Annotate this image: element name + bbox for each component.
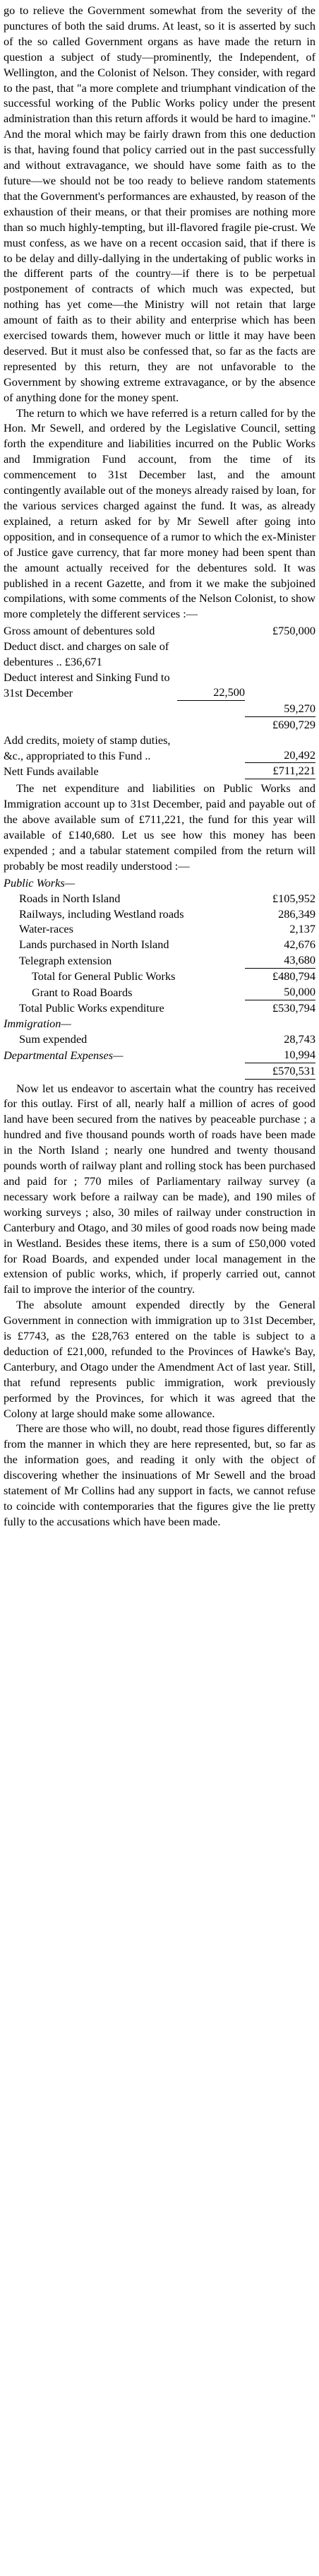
- works-row: [4, 1047, 315, 1063]
- funds-row: [4, 670, 315, 701]
- section-heading: Immigration—: [4, 1016, 71, 1030]
- funds-row: [4, 623, 315, 639]
- grand-total: £570,531: [245, 1063, 315, 1080]
- row-label: Add credits, moiety of stamp duties, &c., appropriated to this Fund ..: [4, 733, 171, 762]
- article-paragraph-3: The net expenditure and liabilities on Public Works and Immigration account up to 31st December, paid and payable out of the above available sum of £711,221, the fund for this year will available of £140,680. Let us see how this money has been expended ; and a tabular statement compiled from the return will probably be most readily understood :—: [4, 781, 315, 873]
- article-paragraph-4: Now let us endeavor to ascertain what the country has received for this outlay. First of all, nearly half a million of acres of good land have been secured from the natives by peaceable purchase ; a hundred and five thousand pounds worth of roads have been made in the North Island ; nearly one hundred and twenty thousand pounds worth of railway plant and rolling stock has been purchased and paid for ; 770 miles of Parliamentary railway survey (a necessary work before a railway can be made), and 190 miles of working surveys ; also, 30 miles of railway under construction in Canterbury and Otago, and 30 miles of good roads now being made in Westland. Besides these items, there is a sum of £50,000 voted for Road Boards, and expended under local management in the extension of public works, which, if properly carried out, cannot fail to improve the interior of the country.: [4, 1081, 315, 1296]
- row-label: Roads in North Island: [19, 891, 121, 905]
- row-total: 59,270: [245, 701, 315, 717]
- section-heading: Public Works—: [4, 875, 76, 890]
- works-row: [4, 906, 315, 922]
- row-label: Deduct disct. and charges on sale of debentures .. £36,671: [4, 639, 169, 669]
- row-label: Gross amount of debentures sold: [4, 624, 155, 638]
- row-label: Lands purchased in North Island: [19, 938, 169, 952]
- row-total: £480,794: [272, 969, 315, 983]
- funds-row: [4, 763, 315, 779]
- funds-row: [4, 733, 315, 764]
- row-total: £530,794: [272, 1001, 315, 1015]
- row-total: 286,349: [278, 906, 315, 921]
- row-label: Total Public Works expenditure: [19, 1001, 164, 1015]
- row-label: Sum expended: [19, 1032, 88, 1046]
- row-label: Deduct interest and Sinking Fund to 31st December: [4, 670, 170, 699]
- article-paragraph-2: The return to which we have referred is a return called for by the Hon. Mr Sewell, and ordered by the Legislative Council, setting forth the expenditure and liabilities incurred on the Public Works and Immigration Fund account, from the time of its commencement to 31st December last, and the amount contingently available out of the moneys already raised by loan, for the various services charged against the fund. It was, as already explained, a return asked for by Mr Sewell after going into opposition, and in consequence of a rumor to which the ex-Minister of Justice gave currency, that far more money had been spent than the amount actually received for the debentures sold. It was published in a recent Gazette, and from it we make the subjoined compilations, with some comments of the Nelson Colonist, to show more completely the different services :—: [4, 406, 315, 621]
- works-row: [4, 1000, 315, 1016]
- row-total: 43,680: [245, 952, 315, 969]
- funds-row: [4, 717, 315, 733]
- row-label: Grant to Road Boards: [32, 986, 133, 1000]
- row-total: 28,743: [284, 1032, 315, 1046]
- row-label: Nett Funds available: [4, 764, 99, 779]
- works-row: [4, 1032, 315, 1047]
- row-total: 20,492: [245, 748, 315, 764]
- row-label: Telegraph extension: [19, 954, 112, 968]
- works-row: [4, 921, 315, 937]
- funds-row: [4, 701, 315, 717]
- row-value: 22,500: [177, 685, 245, 701]
- row-total: 50,000: [245, 984, 315, 1000]
- row-total: £711,221: [245, 763, 315, 779]
- funds-table: [4, 623, 315, 779]
- works-table: [4, 875, 315, 1080]
- works-row: [4, 1063, 315, 1080]
- works-row: [4, 984, 315, 1000]
- article-paragraph-1: go to relieve the Government somewhat from the severity of the punctures of both the said drums. At least, so it is asserted by such of the so called Government organs as have made the return in question a subject of study—prominently, the Independent, of Wellington, and the Colonist of Nelson. They consider, with regard to the past, that "a more complete and triumphant vindication of the successful working of the Public Works policy under the present administration than this return affords it would be hard to imagine." And the moral which may be fairly drawn from this one deduction is that, having found that policy carried out in the past successfully and without extravagance, we should have some faith as to the future—we should not be too ready to believe random statements that the Government's performances are exhausted, by reason of the exhaustion of their means, or that their promises are nothing more than so much highly-tempting, but ill-flavored fragile pie-crust. We must confess, as we have on a recent occasion said, that if there is to be delay and dilly-dallying in the undertaking of public works in the different parts of the country—if there is to be perpetual postponement of contracts of which much was expected, but nothing has yet come—the Ministry will not retain that large amount of faith as to their ability and enterprise which has been exercised towards them, however much or little it may have been deserved. But it must also be confessed that, so far as the facts are represented by this return, they are not unfavorable to the Government by showing extreme extravagance, or by the absence of anything done for the money spent.: [4, 4, 315, 404]
- row-total: £750,000: [272, 624, 315, 638]
- row-label: Water-races: [19, 922, 73, 936]
- works-row: [4, 969, 315, 984]
- row-label: Railways, including Westland roads: [19, 906, 184, 921]
- row-total: £690,729: [272, 717, 315, 731]
- row-label: Total for General Public Works: [32, 969, 176, 983]
- article-paragraph-5: The absolute amount expended directly by the General Government in connection with immigration up to 31st December, is £7743, as the £28,763 entered on the table is subject to a deduction of £21,000, refunded to the Provinces of Hawke's Bay, Canterbury, and Otago under the Amendment Act of last year. Still, that refund represents public immigration, work previously performed by the Provinces, for which it was agreed that the Colony at large should make some allowance.: [4, 1298, 315, 1420]
- row-total: £105,952: [272, 891, 315, 905]
- row-total: 42,676: [284, 938, 315, 952]
- article-paragraph-6: There are those who will, no doubt, read those figures differently from the manner in which they are here represented, but, so far as the information goes, and reading it only with the object of discovering whether the insinuations of Mr Sewell and the broad statement of Mr Collins had any support in facts, we cannot refuse to coincide with contemporaries that the figures give the lie pretty fully to the accusations which have been made.: [4, 1422, 315, 1528]
- funds-row: [4, 639, 315, 670]
- works-row: [4, 891, 315, 906]
- row-total: 10,994: [245, 1047, 315, 1063]
- row-label: Departmental Expenses—: [4, 1048, 124, 1062]
- works-row: [4, 952, 315, 969]
- works-row: [4, 937, 315, 952]
- row-total: 2,137: [289, 922, 315, 936]
